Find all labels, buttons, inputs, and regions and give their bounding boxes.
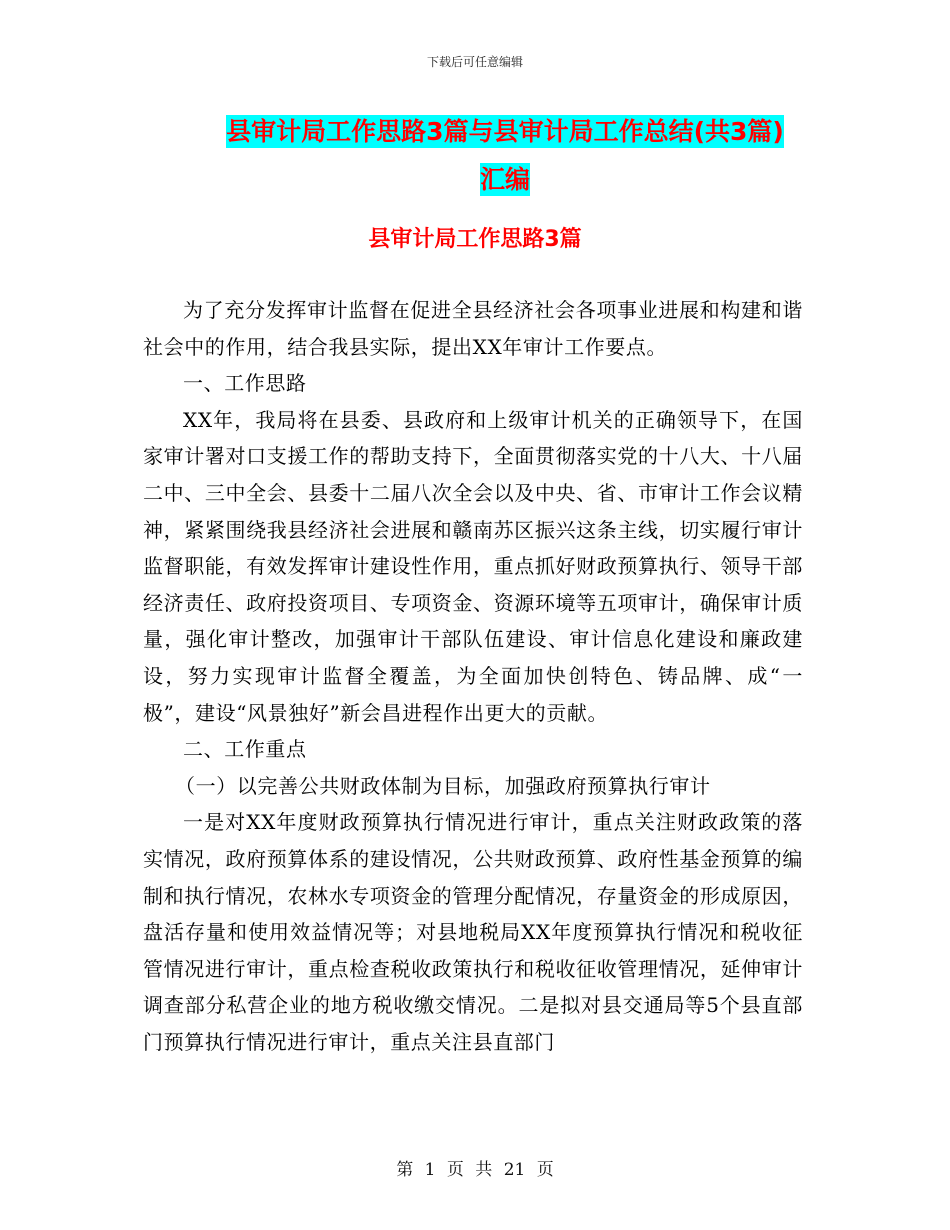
page-header-note: 下载后可任意编辑 [426,55,523,69]
subheading-budget-audit: （一）以完善公共财政体制为目标，加强政府预算执行审计 [175,773,711,798]
heading-work-ideas: 一、工作思路 [183,371,307,396]
document-title-line-2: 汇编 [479,165,530,194]
paragraph-work-ideas: XX年，我局将在县委、县政府和上级审计机关的正确领导下，在国家审计署对口支援工作的帮助支持下，全面贯彻落实党的十八大、十八届二中、三中全会、县委十二届八次全会以及中央、省、市审计工作会议精神，紧紧围绕我县经济社会进展和赣南苏区振兴这条主线，切实履行审计监督职能，有效发挥审计建设性作用，重点抓好财政预算执行、领导干部经济责任、政府投资项目、专项资金、资源环境等五项审计，确保审计质量，强化审计整改，加强审计干部队伍建设、审计信息化建设和廉政建设，努力实现审计监督全覆盖，为全面加快创特色、铸品牌、成“一极”，建设“风景独好”新会昌进程作出更大的贡献。 [143,407,803,725]
document-title [195,108,815,204]
document-body [143,292,803,1060]
page-number-footer: 第 1 页 共 21 页 [396,1160,554,1180]
paragraph-intro: 为了充分发挥审计监督在促进全县经济社会各项事业进展和构建和谐社会中的作用，结合我县实际，提出XX年审计工作要点。 [143,298,803,359]
document-title-line-1: 县审计局工作思路3篇与县审计局工作总结(共3篇) [226,117,784,146]
section-title: 县审计局工作思路3篇 [368,227,582,252]
heading-work-focus: 二、工作重点 [183,737,307,762]
paragraph-budget-audit: 一是对XX年度财政预算执行情况进行审计，重点关注财政政策的落实情况，政府预算体系的建设情况，公共财政预算、政府性基金预算的编制和执行情况，农林水专项资金的管理分配情况，存量资金的形成原因，盘活存量和使用效益情况等；对县地税局XX年度预算执行情况和税收征管情况进行审计，重点检查税收政策执行和税收征收管理情况，延伸审计调查部分私营企业的地方税收缴交情况。二是拟对县交通局等5个县直部门预算执行情况进行审计，重点关注县直部门 [143,810,803,1054]
